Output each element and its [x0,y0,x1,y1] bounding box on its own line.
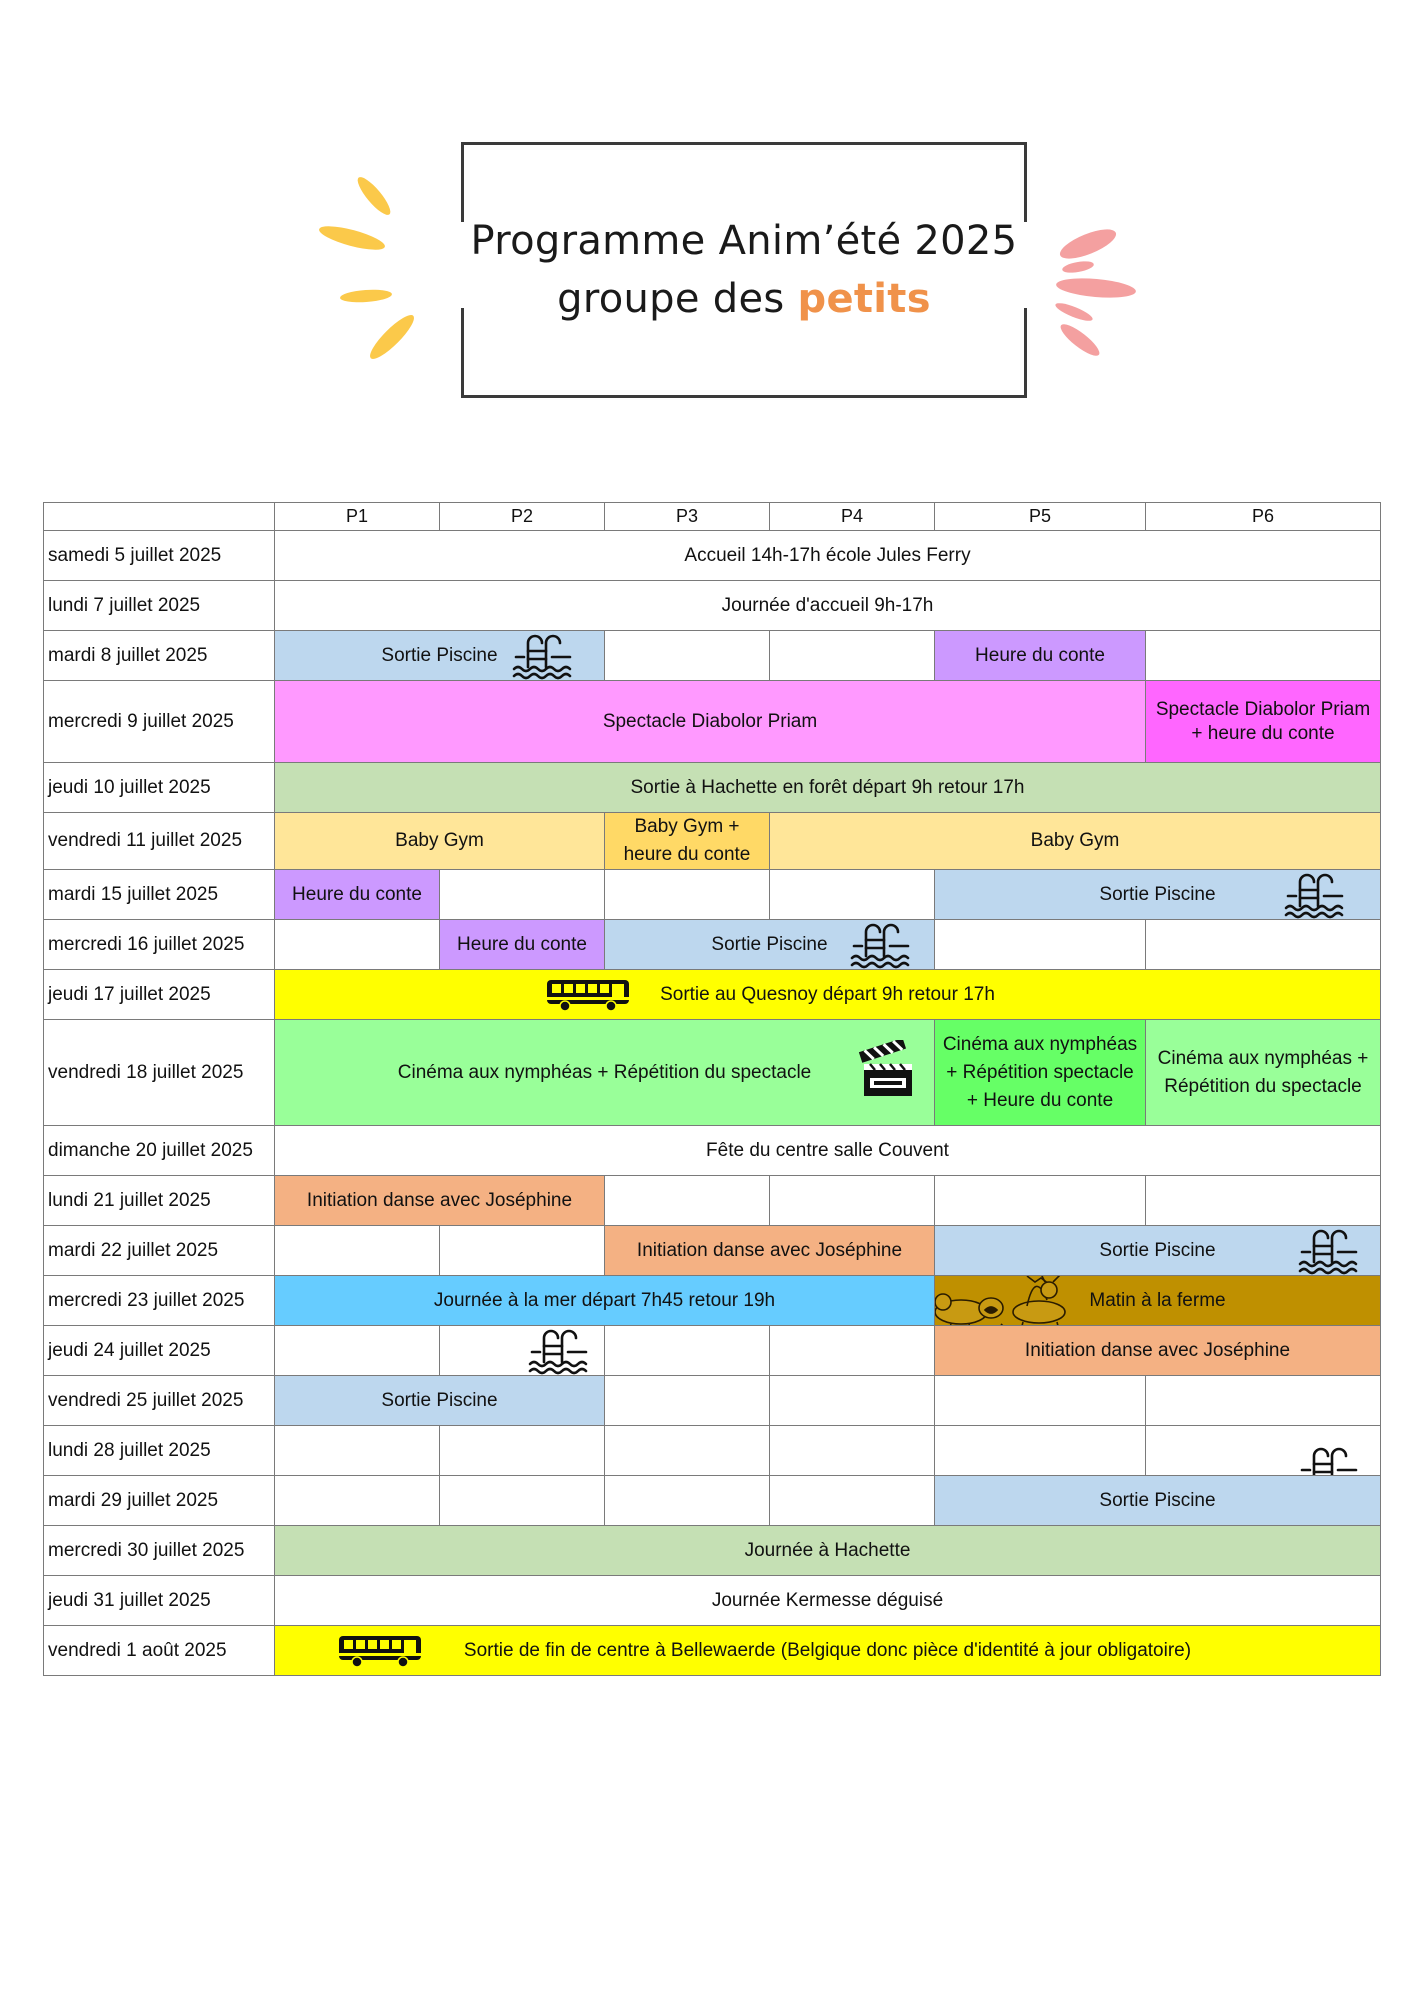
empty-cell [770,1326,935,1376]
table-row [44,1526,1381,1576]
activity-label: Sortie Piscine [1099,1239,1216,1261]
empty-cell [605,1176,770,1226]
activity-cell [605,1226,935,1276]
row-date: vendredi 1 août 2025 [44,1626,275,1676]
activity-cell [605,813,770,870]
row-date: lundi 28 juillet 2025 [44,1426,275,1476]
empty-cell [935,920,1146,970]
activity-label: Sortie Piscine [381,1389,498,1411]
activity-cell [275,1176,605,1226]
empty-cell [440,1326,605,1376]
activity-label: Sortie de fin de centre à Bellewaerde (Belgique donc pièce d'identité à jour obligatoire) [463,1639,1192,1661]
empty-cell [1146,1176,1381,1226]
activity-label: Matin à la ferme [1089,1289,1226,1311]
row-date: mercredi 9 juillet 2025 [44,681,275,763]
activity-label: Baby Gym [395,830,484,852]
header-p6: P6 [1146,503,1381,531]
pool-icon [510,631,574,681]
empty-cell [605,870,770,920]
activity-cell [605,920,935,970]
table-row [44,870,1381,920]
activity-cell [275,1020,935,1126]
activity-label: Heure du conte [457,933,587,955]
row-date: mercredi 23 juillet 2025 [44,1276,275,1326]
empty-cell [770,1176,935,1226]
row-date: lundi 21 juillet 2025 [44,1176,275,1226]
pool-icon [848,920,912,970]
farm-animals-icon [935,1276,1082,1326]
table-row [44,531,1381,581]
empty-cell [770,1426,935,1476]
empty-cell [275,1226,440,1276]
header-p4: P4 [770,503,935,531]
activity-cell [275,1126,1381,1176]
table-row [44,1576,1381,1626]
activity-label: Sortie à Hachette en forêt départ 9h retour 17h [630,776,1025,798]
activity-cell [275,763,1381,813]
activity-label: Cinéma aux nymphéas + Répétition du spectacle [397,1061,812,1083]
empty-cell [440,870,605,920]
table-row [44,1126,1381,1176]
header-corner [44,503,275,531]
row-date: vendredi 11 juillet 2025 [44,813,275,870]
empty-cell [275,1426,440,1476]
subtitle-accent: petits [797,276,931,322]
activity-label: Journée d'accueil 9h-17h [721,594,934,616]
schedule-table [43,502,1381,1676]
activity-label: Sortie au Quesnoy départ 9h retour 17h [660,983,995,1005]
empty-cell [770,1376,935,1426]
header-p3: P3 [605,503,770,531]
right-rays-icon [1044,222,1164,362]
empty-cell [1146,1426,1381,1476]
row-date: vendredi 25 juillet 2025 [44,1376,275,1426]
table-row [44,813,1381,870]
empty-cell [770,631,935,681]
empty-cell [440,1226,605,1276]
schedule-body [44,531,1381,1676]
empty-cell [1146,1376,1381,1426]
empty-cell [275,1326,440,1376]
row-date: mardi 8 juillet 2025 [44,631,275,681]
activity-label: Initiation danse avec Joséphine [636,1239,903,1261]
row-date: samedi 5 juillet 2025 [44,531,275,581]
empty-cell [935,1376,1146,1426]
empty-cell [605,631,770,681]
table-row [44,1476,1381,1526]
activity-label: Accueil 14h-17h école Jules Ferry [684,544,971,566]
activity-cell [275,1276,935,1326]
activity-cell [275,581,1381,631]
row-date: lundi 7 juillet 2025 [44,581,275,631]
subtitle-prefix: groupe des [557,276,798,322]
activity-label: Heure du conte [975,644,1105,666]
empty-cell [605,1476,770,1526]
header-p2: P2 [440,503,605,531]
activity-label: Fête du centre salle Couvent [706,1139,949,1161]
activity-cell [935,1476,1381,1526]
empty-cell [275,920,440,970]
empty-cell [440,1426,605,1476]
table-row [44,631,1381,681]
activity-cell [935,1326,1381,1376]
empty-cell [935,1426,1146,1476]
activity-label: Sortie Piscine [381,644,498,666]
empty-cell [935,1176,1146,1226]
empty-cell [605,1426,770,1476]
activity-label: Sortie Piscine [1099,883,1216,905]
row-date: mardi 22 juillet 2025 [44,1226,275,1276]
left-rays-icon [308,172,428,372]
bus-icon [545,978,631,1019]
activity-label: Spectacle Diabolor Priam [602,710,818,732]
table-row [44,681,1381,763]
empty-cell [1146,920,1381,970]
activity-cell [935,631,1146,681]
table-row [44,920,1381,970]
empty-cell [770,1476,935,1526]
table-row [44,581,1381,631]
activity-cell [935,1276,1381,1326]
page-subtitle [461,276,1027,322]
activity-label: Cinéma aux nymphéas + Répétition du spectacle [1157,1047,1369,1097]
row-date: jeudi 31 juillet 2025 [44,1576,275,1626]
pool-icon [1296,1444,1360,1476]
activity-cell [275,1376,605,1426]
activity-cell [275,631,605,681]
activity-cell [935,1020,1146,1126]
table-row [44,1276,1381,1326]
row-date: jeudi 10 juillet 2025 [44,763,275,813]
empty-cell [275,1476,440,1526]
activity-cell [275,681,1146,763]
activity-cell [275,531,1381,581]
row-date: mardi 29 juillet 2025 [44,1476,275,1526]
table-row [44,1020,1381,1126]
pool-icon [1282,870,1346,920]
table-row [44,1176,1381,1226]
table-row [44,1326,1381,1376]
activity-label: Initiation danse avec Joséphine [306,1189,573,1211]
row-date: mercredi 30 juillet 2025 [44,1526,275,1576]
activity-label: Initiation danse avec Joséphine [1024,1339,1291,1361]
empty-cell [605,1376,770,1426]
table-row [44,970,1381,1020]
activity-cell [935,1226,1381,1276]
page-title: Programme Anim’été 2025 [470,218,1018,264]
activity-label: Heure du conte [292,883,422,905]
activity-label: Journée à Hachette [744,1539,911,1561]
activity-label: Baby Gym + heure du conte [623,816,751,865]
header-p5: P5 [935,503,1146,531]
activity-cell [770,813,1381,870]
table-row [44,1426,1381,1476]
row-date: dimanche 20 juillet 2025 [44,1126,275,1176]
activity-cell [935,870,1381,920]
activity-cell [1146,681,1381,763]
empty-cell [1146,631,1381,681]
table-row [44,1226,1381,1276]
activity-cell [275,870,440,920]
activity-label: Cinéma aux nymphéas + Répétition spectacle + Heure du conte [942,1033,1138,1111]
activity-label: Baby Gym [1030,830,1120,852]
table-row [44,1376,1381,1426]
title-frame [461,142,1027,398]
empty-cell [605,1326,770,1376]
bus-icon [337,1634,423,1675]
pool-icon [526,1326,590,1376]
activity-cell [1146,1020,1381,1126]
row-date: mercredi 16 juillet 2025 [44,920,275,970]
empty-cell [440,1476,605,1526]
row-date: jeudi 17 juillet 2025 [44,970,275,1020]
row-date: jeudi 24 juillet 2025 [44,1326,275,1376]
activity-cell [275,1576,1381,1626]
pool-icon [1296,1226,1360,1276]
table-row [44,1626,1381,1676]
table-row [44,763,1381,813]
activity-label: Journée à la mer départ 7h45 retour 19h [433,1289,776,1311]
activity-cell [275,1626,1381,1676]
activity-label: Sortie Piscine [1099,1489,1216,1511]
empty-cell [770,870,935,920]
activity-label: Spectacle Diabolor Priam + heure du conte [1155,698,1371,744]
clapper-icon [856,1040,918,1109]
activity-label: Journée Kermesse déguisé [711,1589,944,1611]
activity-cell [440,920,605,970]
activity-label: Sortie Piscine [711,933,828,955]
header-row [44,503,1381,531]
header-p1: P1 [275,503,440,531]
activity-cell [275,1526,1381,1576]
activity-cell [275,813,605,870]
activity-cell [275,970,1381,1020]
row-date: mardi 15 juillet 2025 [44,870,275,920]
row-date: vendredi 18 juillet 2025 [44,1020,275,1126]
